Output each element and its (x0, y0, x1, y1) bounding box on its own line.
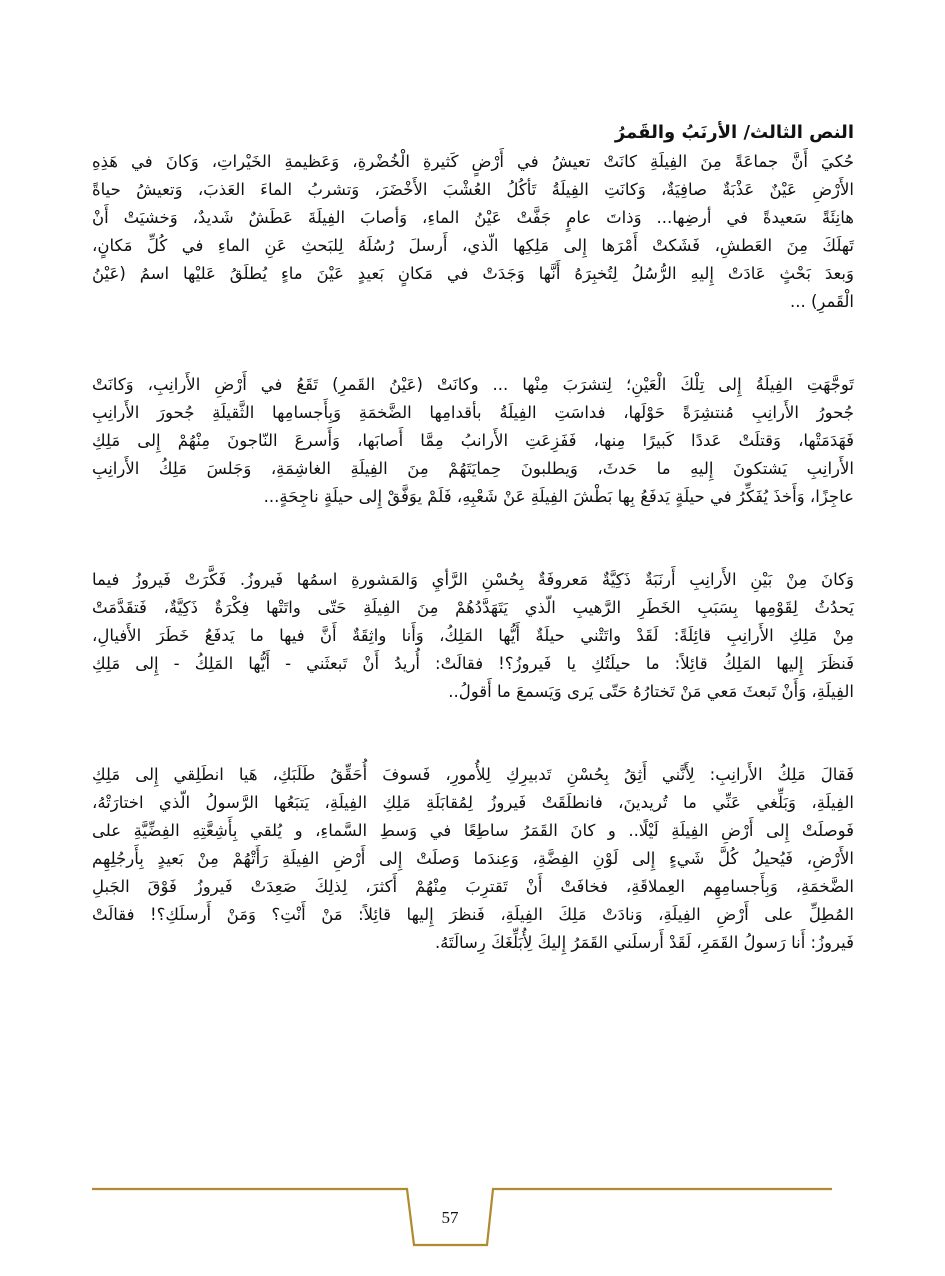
text-line: الأَرْضِ، فَيُحيلُ كُلَّ شَيءٍ إِلى لَوْنِ الفِضَّةِ، وَعِندَما وَصلَتْ إِلى أَرْضِ الفِيلَةِ رَأَتْهُمْ مِنْ بَعيدٍ بِأَرجُلِهِم (92, 849, 854, 868)
text-line: يَحدُثُ لِقَوْمِها بِسَبَبِ الخَطَرِ الرَّهيبِ الّذي يَتَهَدَّدُهُمْ مِنَ الفِيلَةِ حَتّى واتَتْها فِكْرَةٌ ذَكِيَّةٌ، فَتقَدَّمَتْ (92, 598, 854, 617)
text-line: الفِيلَةِ، وَبَلِّغي عَنِّي ما تُريدينَ، فانطلَقَتْ فَيروزُ لِمُقابَلَةِ مَلِكِ الفِيلَةِ، يَتبَعُها الرَّسولُ الّذي اختارَتْهُ، (92, 793, 854, 812)
text-line: تَوجَّهَتِ الفِيلَةُ إِلى تِلْكَ الْعَيْنِ؛ لِتشرَبَ مِنْها ... وكانَتْ (عَيْنُ القَمرِ) تَقَعُ في أَرْضِ الأَرانِبِ، وَكانَتْ (92, 375, 854, 394)
text-line: حُكيَ أَنَّ جماعَةً مِنَ الفِيلَةِ كانَتْ تعيشُ في أَرْضٍ كَثيرةِ الْخُضْرةِ، وَعَظيمةِ الخَيْراتِ، وَكانَ في هَذِهِ (92, 152, 854, 171)
text-line: مِنْ مَلِكِ الأَرانِبِ قائِلَةً: لَقَدْ واتَتْني حيلَةٌ أَيُّها المَلِكُ، وَأَنا واثِقَةٌ أَنَّ فيها ما يَدفَعُ خَطَرَ الأَفيالِ، (92, 626, 854, 645)
text-line: وَبعدَ بَحْثٍ عَادَتْ إِليهِ الرُّسُلُ لِتُخبِرَهُ أَنَّها وَجَدَتْ في مَكانٍ بَعيدٍ عَيْنَ ماءٍ يُطلَقُ عَليْها اسمُ (عَيْنُ (92, 264, 854, 283)
text-line: تَهلَكَ مِنَ العَطشِ، فَشَكتْ أَمْرَها إِلى مَلِكِها الّذي، أَرسلَ رُسُلَهُ لِلبَحثِ عَنِ الماءِ في كُلِّ مَكانٍ، (92, 236, 854, 255)
text-line: فَنظَرَ إِليها المَلِكُ قائِلاً: ما حيلَتُكِ يا فَيروزُ؟! فقالَتْ: أُريدُ أَنْ تَبعثَني - أَيُّها المَلِكُ - إِلى مَلِكِ (92, 654, 854, 673)
text-line: الْقَمرِ) ... (789, 292, 854, 311)
text-line: الأَرْضِ عَيْنٌ عَذْبَةٌ صافِيَةٌ، وَكانَتِ الفِيلَةُ تَأكُلُ العُشْبَ الأَخْضَرَ، وَتشربُ الماءَ العَذبَ، وَتعيشُ حياةً (92, 180, 854, 199)
text-line: الأَرانِبِ يَشتكونَ إِليهِ ما حَدثَ، وَيطلبونَ حِمايَتَهُمْ مِنَ الفِيلَةِ الغاشِمَةِ، وَجَلسَ مَلِكُ الأَرانِبِ (92, 459, 854, 478)
text-line: وَكانَ مِنْ بَيْنِ الأَرانِبِ أَرنَبَةٌ ذَكِيَّةٌ مَعروفَةٌ بِحُسْنِ الرَّأيِ وَالمَشورةِ اسمُها فَيروزُ. فَكَّرَتْ فَيروزُ فيما (92, 570, 854, 589)
text-line: عاجِزًا، وَأَخذَ يُفَكِّرُ في حيلَةٍ يَدفَعُ بِها بَطْشَ الفِيلَةِ عَنْ شَعْبِهِ، فَلَمْ يوَفَّقْ إِلى حيلَةٍ ناجِحَةٍ... (263, 487, 854, 506)
section-title: النص الثالث/ الأرنَبُ والقَمرُ (614, 122, 854, 143)
page-number: 57 (441, 1208, 459, 1227)
text-line: فَوصلَتْ إِلى أَرْضِ الفِيلَةِ لَيْلًا.. و كانَ القَمَرُ ساطِعًا في وَسطِ السَّماءِ، و يُلقي بِأَشِعَّتِهِ الفِضِّيَّةِ على (92, 821, 854, 840)
text-line: الفِيلَةِ، وَأَنْ تَبعثَ مَعي مَنْ تَختارُهُ حَتّى يَرى وَيَسمعَ ما أَقولُ.. (448, 682, 854, 701)
text-line: فَيروزُ: أَنا رَسولُ القَمَرِ، لَقَدْ أَرسلَني القَمَرُ إِليكَ لِأُبَلِّغَكَ رِسالَتَهُ. (434, 933, 854, 952)
text-line: المُطِلِّ على أَرْضِ الفِيلَةِ، وَنادَتْ مَلِكَ الفِيلَةِ، فَنظرَ إِليها قائِلاً: مَنْ أَنْتِ؟ وَمَنْ أَرسلَكِ؟! فقالَتْ (92, 905, 854, 924)
text-line: فَهَدَمَتْها، وَقتلَتْ عَددًا كَبيرًا مِنها، فَفَزِعَتِ الأَرانبُ مِمَّا أَصابَها، وَأَسرعَ النّاجونَ مِنْهُمْ إِلى مَلِكِ (92, 431, 854, 450)
text-line: جُحورُ الأَرانِبِ مُنتشِرَةً حَوْلَها، فداسَتِ الفِيلَةُ بأقدامِها الضَّخمَةِ وَبِأَجسامِها الثَّقيلَةِ جُحورَ الأَرانِبِ (92, 403, 854, 422)
text-line: فَقالَ مَلِكُ الأَرانِبِ: لِأَنَّني أَثِقُ بِحُسْنِ تَدبيرِكِ لِلأُمورِ، فَسوفَ أُحَقِّقُ طَلَبَكِ، هَيا انطَلِقي إِلى مَلِكِ (92, 765, 854, 784)
text-line: هانِئَةً سَعيدةً في أرضِها... وَذاتَ عامٍ جَفَّتْ عَيْنُ الماءِ، وَأصابَ الفِيلَةَ عَطَشٌ شَديدٌ، وَخشيَتْ أَنْ (92, 208, 854, 227)
text-line: الضَّخمَةِ، وَبِأَجسامِهِم العِملاقَةِ، فخافَتْ أَنْ تَقترِبَ مِنْهُمْ أَكثرَ، لِذلِكَ صَعِدَتْ فَيروزُ فَوْقَ الجَبلِ (92, 877, 854, 896)
